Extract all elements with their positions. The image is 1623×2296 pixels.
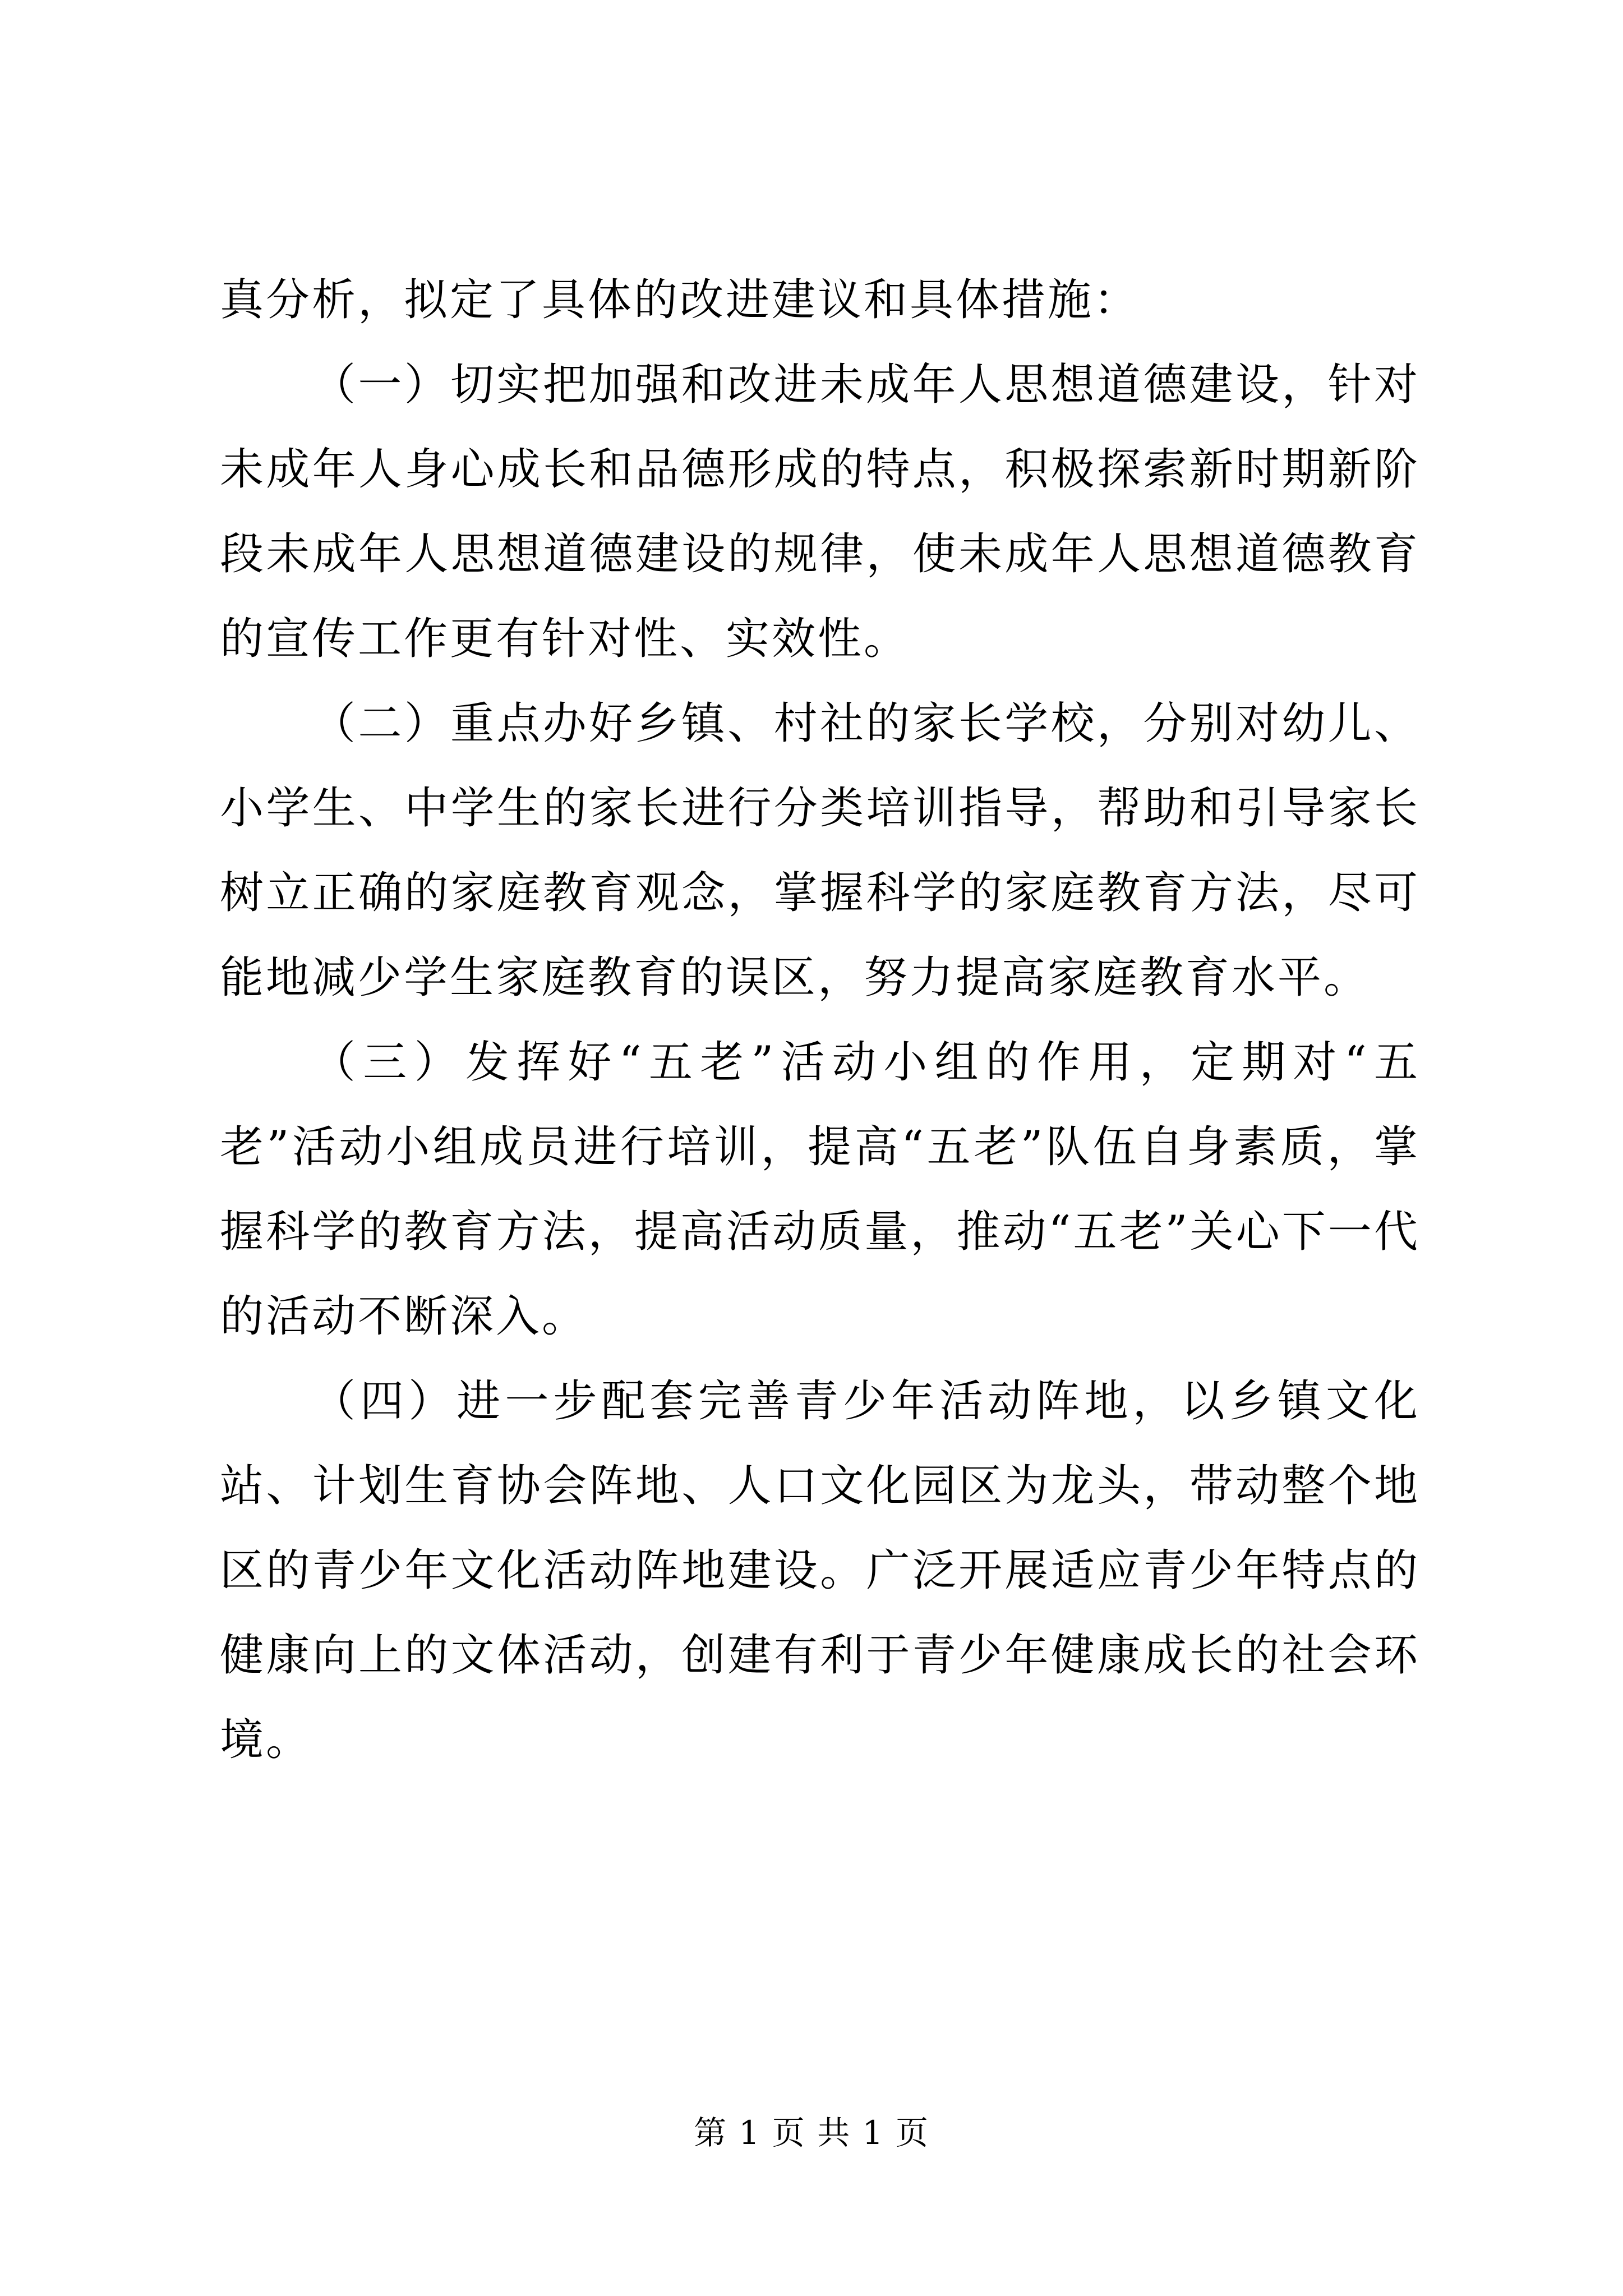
paragraph-item-3: （三）发挥好“五老”活动小组的作用，定期对“五老”活动小组成员进行培训，提高“五老”队伍自身素质，掌握科学的教育方法，提高活动质量，推动“五老”关心下一代的活动不断深入。 bbox=[220, 1037, 1420, 1342]
paragraph-continuation: 真分析，拟定了具体的改进建议和具体措施： bbox=[220, 275, 1140, 325]
document-body bbox=[220, 258, 1420, 1783]
paragraph-item-4: （四）进一步配套完善青少年活动阵地，以乡镇文化站、计划生育协会阵地、人口文化园区为龙头，带动整个地区的青少年文化活动阵地建设。广泛开展适应青少年特点的健康向上的文体活动，创建有利于青少年健康成长的社会环境。 bbox=[220, 1376, 1420, 1765]
paragraph-item-1: （一）切实把加强和改进未成年人思想道德建设，针对未成年人身心成长和品德形成的特点，积极探索新时期新阶段未成年人思想道德建设的规律，使未成年人思想道德教育的宣传工作更有针对性、实效性。 bbox=[220, 360, 1420, 664]
page-number-footer: 第 1 页 共 1 页 bbox=[694, 2114, 929, 2152]
paragraph-item-2: （二）重点办好乡镇、村社的家长学校，分别对幼儿、小学生、中学生的家长进行分类培训指导，帮助和引导家长树立正确的家庭教育观念，掌握科学的家庭教育方法，尽可能地减少学生家庭教育的误区，努力提高家庭教育水平。 bbox=[220, 698, 1420, 1003]
